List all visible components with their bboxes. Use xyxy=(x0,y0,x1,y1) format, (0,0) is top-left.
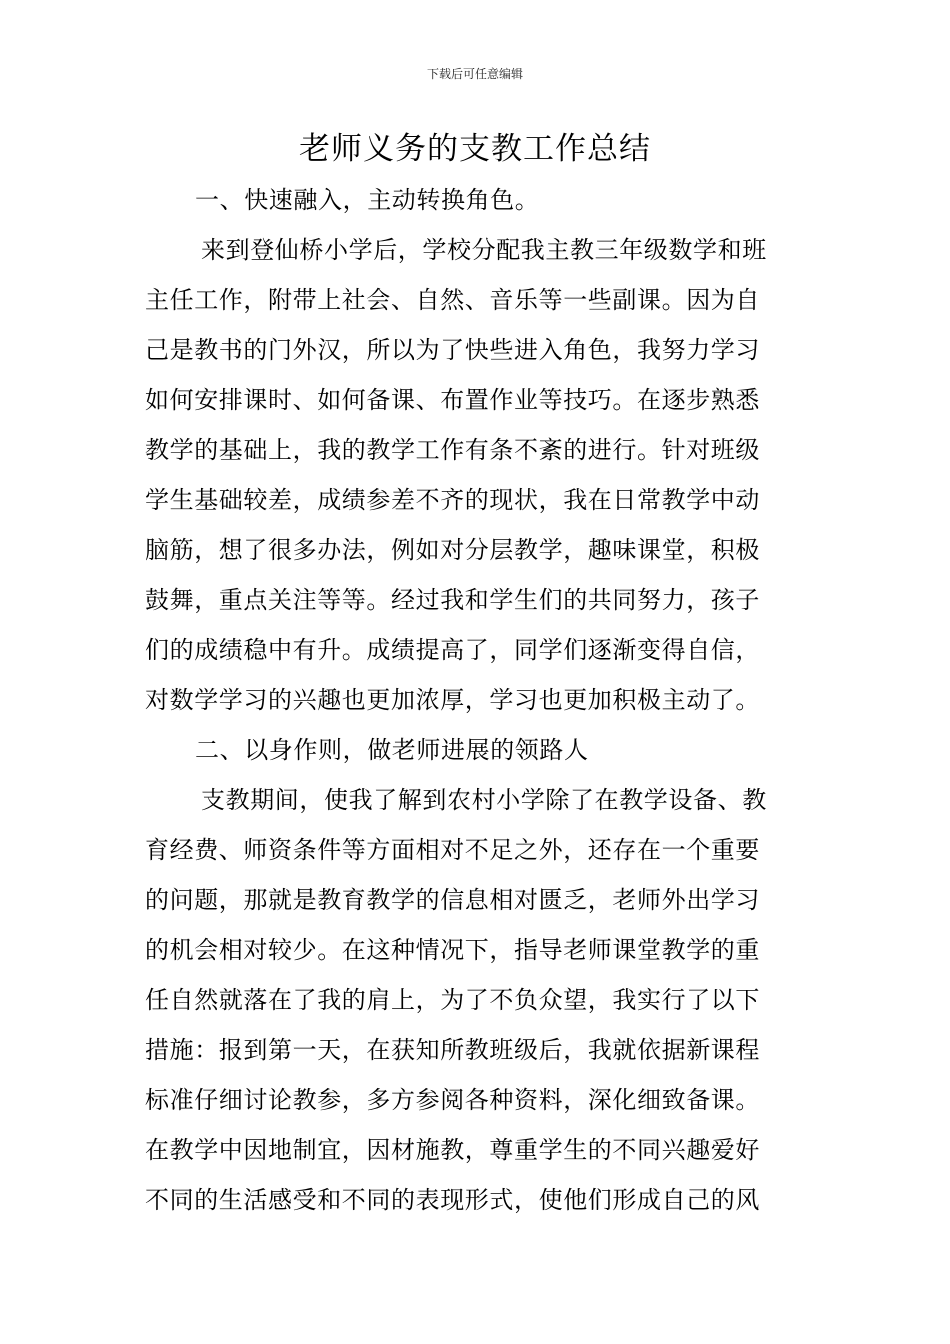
text-line: 教学的基础上，我的教学工作有条不紊的进行。针对班级 xyxy=(145,436,760,464)
text-line: 措施：报到第一天，在获知所教班级后，我就依据新课程 xyxy=(145,1036,760,1064)
text-line: 任自然就落在了我的肩上，为了不负众望，我实行了以下 xyxy=(145,986,760,1014)
text-line: 不同的生活感受和不同的表现形式，使他们形成自己的风 xyxy=(145,1186,760,1214)
text-line: 们的成绩稳中有升。成绩提高了，同学们逐渐变得自信， xyxy=(145,636,760,664)
text-line: 学生基础较差，成绩参差不齐的现状，我在日常教学中动 xyxy=(145,486,760,514)
text-line: 标准仔细讨论教参，多方参阅各种资料，深化细致备课。 xyxy=(145,1086,760,1114)
text-line: 支教期间，使我了解到农村小学除了在教学设备、教 xyxy=(201,786,767,814)
text-line: 育经费、师资条件等方面相对不足之外，还存在一个重要 xyxy=(145,836,760,864)
text-line: 如何安排课时、如何备课、布置作业等技巧。在逐步熟悉 xyxy=(145,386,760,414)
text-line: 对数学学习的兴趣也更加浓厚，学习也更加积极主动了。 xyxy=(145,686,760,714)
text-line: 主任工作，附带上社会、自然、音乐等一些副课。因为自 xyxy=(145,286,760,314)
text-line: 脑筋，想了很多办法，例如对分层教学，趣味课堂，积极 xyxy=(145,536,760,564)
document-title: 老师义务的支教工作总结 xyxy=(299,131,651,167)
text-line: 的问题，那就是教育教学的信息相对匮乏，老师外出学习 xyxy=(145,886,760,914)
section-heading: 一、快速融入，主动转换角色。 xyxy=(195,186,540,214)
text-line: 的机会相对较少。在这种情况下，指导老师课堂教学的重 xyxy=(145,936,760,964)
text-line: 来到登仙桥小学后，学校分配我主教三年级数学和班 xyxy=(201,236,767,264)
header-note: 下载后可任意编辑 xyxy=(426,67,523,81)
section-heading: 二、以身作则，做老师进展的领路人 xyxy=(195,736,589,764)
text-line: 鼓舞，重点关注等等。经过我和学生们的共同努力，孩子 xyxy=(145,586,760,614)
text-line: 在教学中因地制宜，因材施教，尊重学生的不同兴趣爱好 xyxy=(145,1136,760,1164)
document-body xyxy=(145,175,810,1225)
text-line: 己是教书的门外汉，所以为了快些进入角色，我努力学习 xyxy=(145,336,760,364)
